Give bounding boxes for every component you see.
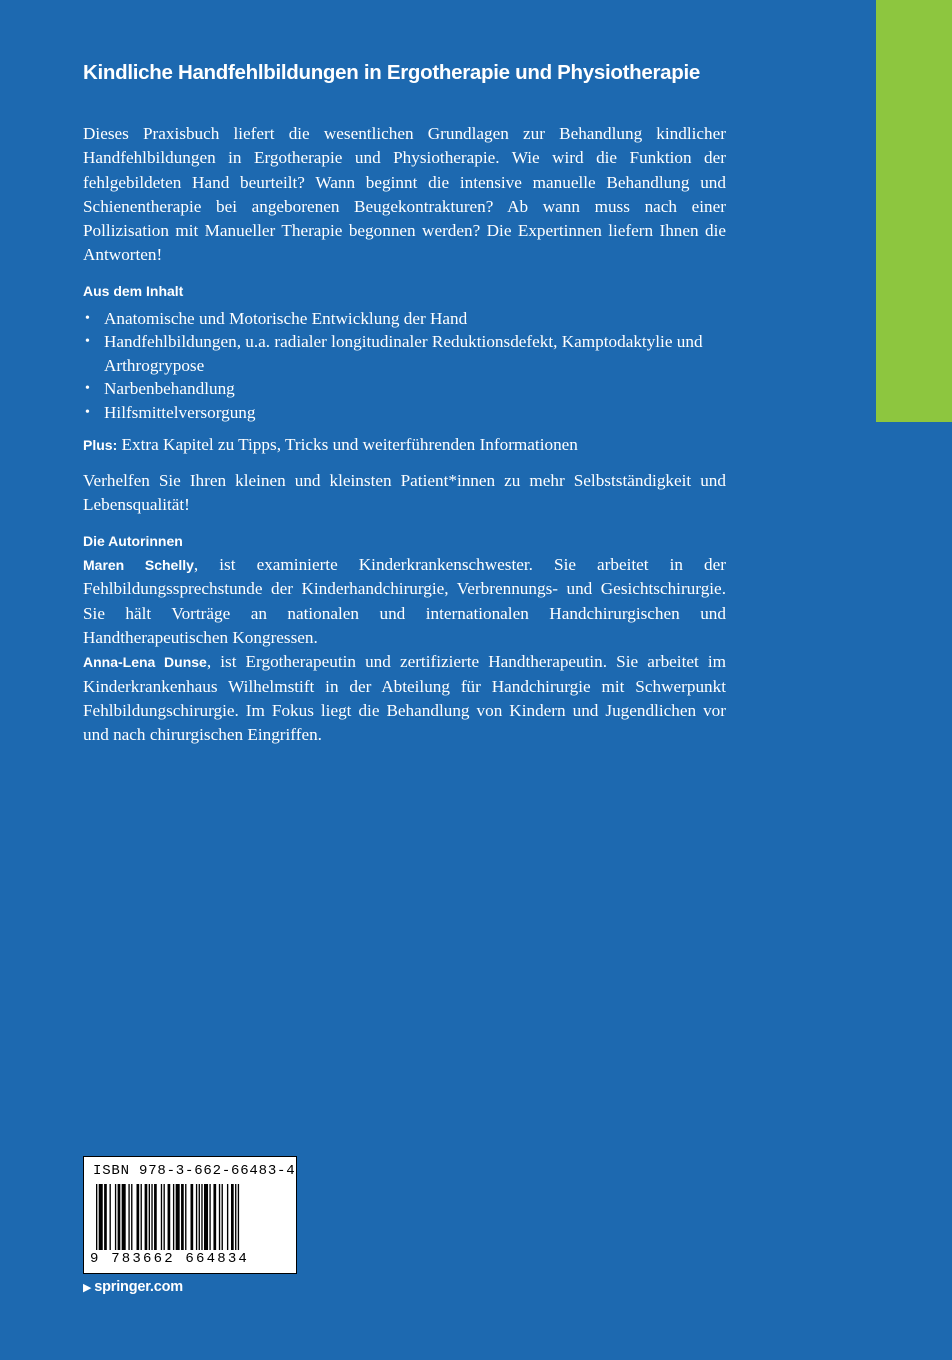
plus-paragraph	[83, 433, 726, 457]
author-bio: Anna-Lena Dunse, ist Ergotherapeutin und zertifizierte Handtherapeutin. Sie arbeitet im Kinderkrankenhaus Wilhelmstift in der Abteilung für Handchirurgie mit Schwerpunkt Fehlbildungschirurgie. Im Fokus liegt die Behandlung von Kindern und Jugendlichen vor und nach chirurgischen Eingriffen.	[83, 652, 727, 745]
contents-heading: Aus dem Inhalt	[83, 282, 184, 299]
isbn-number: ISBN 978-3-662-66483-4	[93, 1163, 296, 1179]
bullet-icon: •	[85, 404, 90, 420]
publisher-link[interactable]	[83, 1279, 183, 1295]
plus-text: Extra Kapitel zu Tipps, Tricks und weiterführenden Informationen	[117, 435, 578, 455]
plus-label: Plus:	[83, 437, 118, 454]
contents-list	[83, 307, 726, 425]
barcode-digits: 9 783662 664834	[90, 1251, 250, 1267]
authors-heading: Die Autorinnen	[83, 533, 183, 550]
arrow-icon: ▶	[83, 1282, 92, 1294]
bullet-icon: •	[85, 334, 90, 350]
closing-paragraph: Verhelfen Sie Ihren kleinen und kleinsten Patient*innen zu mehr Selbstständigkeit und Lebensqualität!	[83, 470, 726, 514]
back-cover-text	[83, 58, 726, 748]
isbn-barcode	[83, 1156, 297, 1274]
publisher-url: springer.com	[94, 1279, 183, 1295]
green-accent-band	[876, 0, 952, 422]
bullet-icon: •	[85, 381, 90, 397]
barcode-bars	[92, 1184, 290, 1250]
list-item: • Hilfsmittelversorgung	[83, 401, 726, 425]
list-item: • Narbenbehandlung	[83, 377, 726, 401]
list-item: • Handfehlbildungen, u.a. radialer longitudinaler Reduktionsdefekt, Kamptodaktylie und Arthrogrypose	[85, 332, 703, 375]
author-bio: Maren Schelly, ist examinierte Kinderkrankenschwester. Sie arbeitet in der Fehlbildungssprechstunde der Kinderhandchirurgie, Verbrennungs- und Gesichtschirurgie. Sie hält Vorträge an nationalen und internationalen Handchirurgischen und Handtherapeutischen Kongressen.	[83, 555, 726, 648]
bullet-icon: •	[85, 310, 90, 326]
intro-paragraph: Dieses Praxisbuch liefert die wesentlichen Grundlagen zur Behandlung kindlicher Handfehlbildungen in Ergotherapie und Physiotherapie. Wie wird die Funktion der fehlgebildeten Hand beurteilt? Wann beginnt die intensive manuelle Behandlung und Schienentherapie bei angeborenen Beugekontrakturen? Ab wann muss nach einer Pollizisation mit Manueller Therapie begonnen werden? Die Expertinnen liefern Ihnen die Antworten!	[83, 124, 726, 265]
list-item: • Anatomische und Motorische Entwicklung der Hand	[83, 307, 726, 331]
author-name: Anna-Lena Dunse	[83, 654, 207, 671]
book-title: Kindliche Handfehlbildungen in Ergotherapie und Physiotherapie	[83, 61, 700, 84]
author-name: Maren Schelly	[83, 557, 194, 574]
